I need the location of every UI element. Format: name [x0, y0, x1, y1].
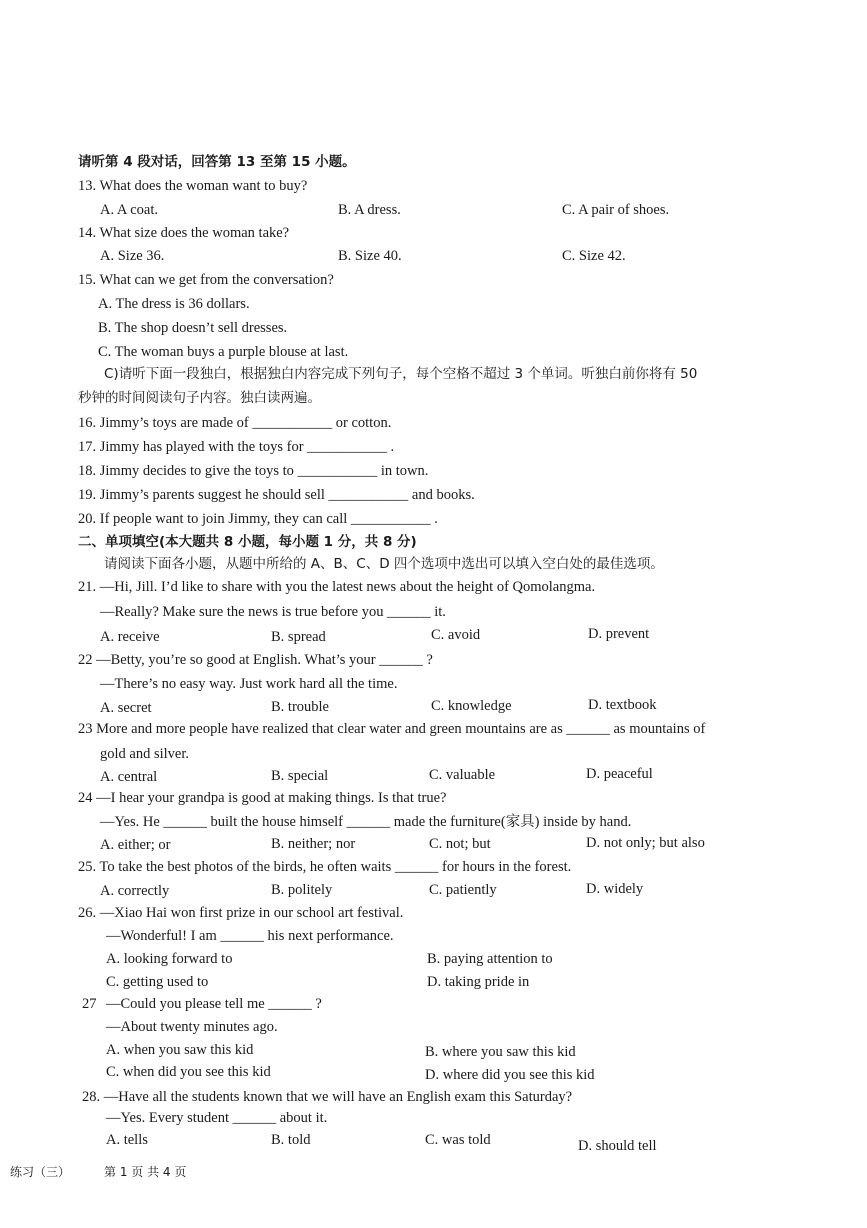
option-25c: C. patiently — [429, 882, 497, 898]
question-26: 26. —Xiao Hai won first prize in our school art festival. — [78, 905, 404, 921]
question-28: 28. —Have all the students known that we will have an English exam this Saturday? — [82, 1089, 573, 1105]
section-heading: 请听第 4 段对话，回答第 13 至第 15 小题。 — [78, 154, 356, 170]
answer-blank: ______ — [566, 721, 610, 737]
option-28d: D. should tell — [578, 1138, 657, 1154]
option-13a: A. A coat. — [100, 202, 158, 218]
section-2-instruction: 请阅读下面各小题，从题中所给的 A、B、C、D 四个选项中选出可以填入空白处的最佳选项。 — [104, 556, 664, 572]
option-24b: B. neither; nor — [271, 836, 356, 852]
question-17: 17. Jimmy has played with the toys for ___________ . — [78, 439, 395, 455]
question-26-line2: —Wonderful! I am ______ his next performance. — [106, 928, 394, 944]
option-15a: A. The dress is 36 dollars. — [98, 296, 250, 312]
answer-blank: ___________ — [350, 511, 431, 527]
option-22b: B. trouble — [271, 699, 329, 715]
option-25b: B. politely — [271, 882, 333, 898]
option-24a: A. either; or — [100, 837, 171, 853]
question-20: 20. If people want to join Jimmy, they can call ___________ . — [78, 511, 438, 527]
question-24-line2: —Yes. He ______ built the house himself ______ made the furniture(家具) inside by hand. — [100, 814, 632, 830]
question-27-number: 27 — [82, 996, 97, 1012]
option-22c: C. knowledge — [431, 698, 512, 714]
option-24d: D. not only; but also — [586, 835, 705, 851]
question-22-line2: —There’s no easy way. Just work hard all the time. — [100, 676, 398, 692]
option-26c: C. getting used to — [106, 974, 209, 990]
question-13: 13. What does the woman want to buy? — [78, 178, 308, 194]
option-27a: A. when you saw this kid — [106, 1042, 254, 1058]
option-26d: D. taking pride in — [427, 974, 530, 990]
option-23d: D. peaceful — [586, 766, 653, 782]
option-26a: A. looking forward to — [106, 951, 233, 967]
answer-blank: ___________ — [307, 439, 387, 455]
question-15: 15. What can we get from the conversation? — [78, 272, 334, 288]
question-24: 24 —I hear your grandpa is good at making things. Is that true? — [78, 790, 447, 806]
option-27c: C. when did you see this kid — [106, 1064, 271, 1080]
option-25a: A. correctly — [100, 883, 170, 899]
question-16: 16. Jimmy’s toys are made of ___________ or cotton. — [78, 415, 392, 431]
question-21: 21. —Hi, Jill. I’d like to share with you the latest news about the height of Qomolangma. — [78, 579, 596, 595]
question-22: 22 —Betty, you’re so good at English. What’s your ______ ? — [78, 652, 433, 668]
option-15b: B. The shop doesn’t sell dresses. — [98, 320, 288, 336]
answer-blank: ______ — [232, 1110, 277, 1126]
question-27-line2: —About twenty minutes ago. — [106, 1019, 278, 1035]
option-14b: B. Size 40. — [338, 248, 402, 264]
answer-blank: ___________ — [252, 415, 333, 431]
question-27: —Could you please tell me ______ ? — [106, 996, 322, 1012]
option-28c: C. was told — [425, 1132, 491, 1148]
answer-blank: ______ — [387, 604, 431, 620]
option-23b: B. special — [271, 768, 329, 784]
option-25d: D. widely — [586, 881, 644, 897]
question-25: 25. To take the best photos of the birds, he often waits ______ for hours in the forest. — [78, 859, 572, 875]
option-27d: D. where did you see this kid — [425, 1067, 595, 1083]
option-26b: B. paying attention to — [427, 951, 553, 967]
section-2-heading: 二、单项填空(本大题共 8 小题，每小题 1 分，共 8 分) — [78, 534, 417, 550]
question-23-line2: gold and silver. — [100, 746, 190, 762]
option-21a: A. receive — [100, 629, 160, 645]
question-28-line2: —Yes. Every student ______ about it. — [106, 1110, 328, 1126]
option-28a: A. tells — [106, 1132, 148, 1148]
answer-blank: ______ — [268, 996, 312, 1012]
answer-blank: ______ — [379, 652, 423, 668]
monologue-instruction: C)请听下面一段独白，根据独白内容完成下列句子，每个空格不超过 3 个单词。听独白前你将有 50 — [104, 366, 698, 382]
option-14c: C. Size 42. — [562, 248, 626, 264]
question-18: 18. Jimmy decides to give the toys to ___________ in town. — [78, 463, 429, 479]
answer-blank: ______ — [163, 814, 207, 830]
answer-blank: ______ — [346, 814, 391, 830]
option-27b: B. where you saw this kid — [425, 1044, 576, 1060]
question-23: 23 More and more people have realized that clear water and green mountains are as ______ as mountains of — [78, 721, 706, 737]
option-21b: B. spread — [271, 629, 326, 645]
monologue-instruction-cont: 秒钟的时间阅读句子内容。独白读两遍。 — [78, 390, 321, 406]
question-21-line2: —Really? Make sure the news is true before you ______ it. — [100, 604, 446, 620]
option-21d: D. prevent — [588, 626, 650, 642]
option-23c: C. valuable — [429, 767, 496, 783]
option-22a: A. secret — [100, 700, 152, 716]
answer-blank: ___________ — [297, 463, 378, 479]
option-21c: C. avoid — [431, 627, 481, 643]
answer-blank: ___________ — [328, 487, 409, 503]
option-22d: D. textbook — [588, 697, 657, 713]
option-24c: C. not; but — [429, 836, 491, 852]
answer-blank: ______ — [220, 928, 264, 944]
footer-title: 练习（三） — [10, 1165, 71, 1179]
page-number: 第 1 页 共 4 页 — [104, 1165, 187, 1179]
option-14a: A. Size 36. — [100, 248, 165, 264]
question-14: 14. What size does the woman take? — [78, 225, 290, 241]
option-28b: B. told — [271, 1132, 311, 1148]
question-19: 19. Jimmy’s parents suggest he should sell ___________ and books. — [78, 487, 475, 503]
option-13c: C. A pair of shoes. — [562, 202, 670, 218]
option-15c: C. The woman buys a purple blouse at last. — [98, 344, 349, 360]
option-23a: A. central — [100, 769, 158, 785]
option-13b: B. A dress. — [338, 202, 401, 218]
answer-blank: ______ — [394, 859, 439, 875]
